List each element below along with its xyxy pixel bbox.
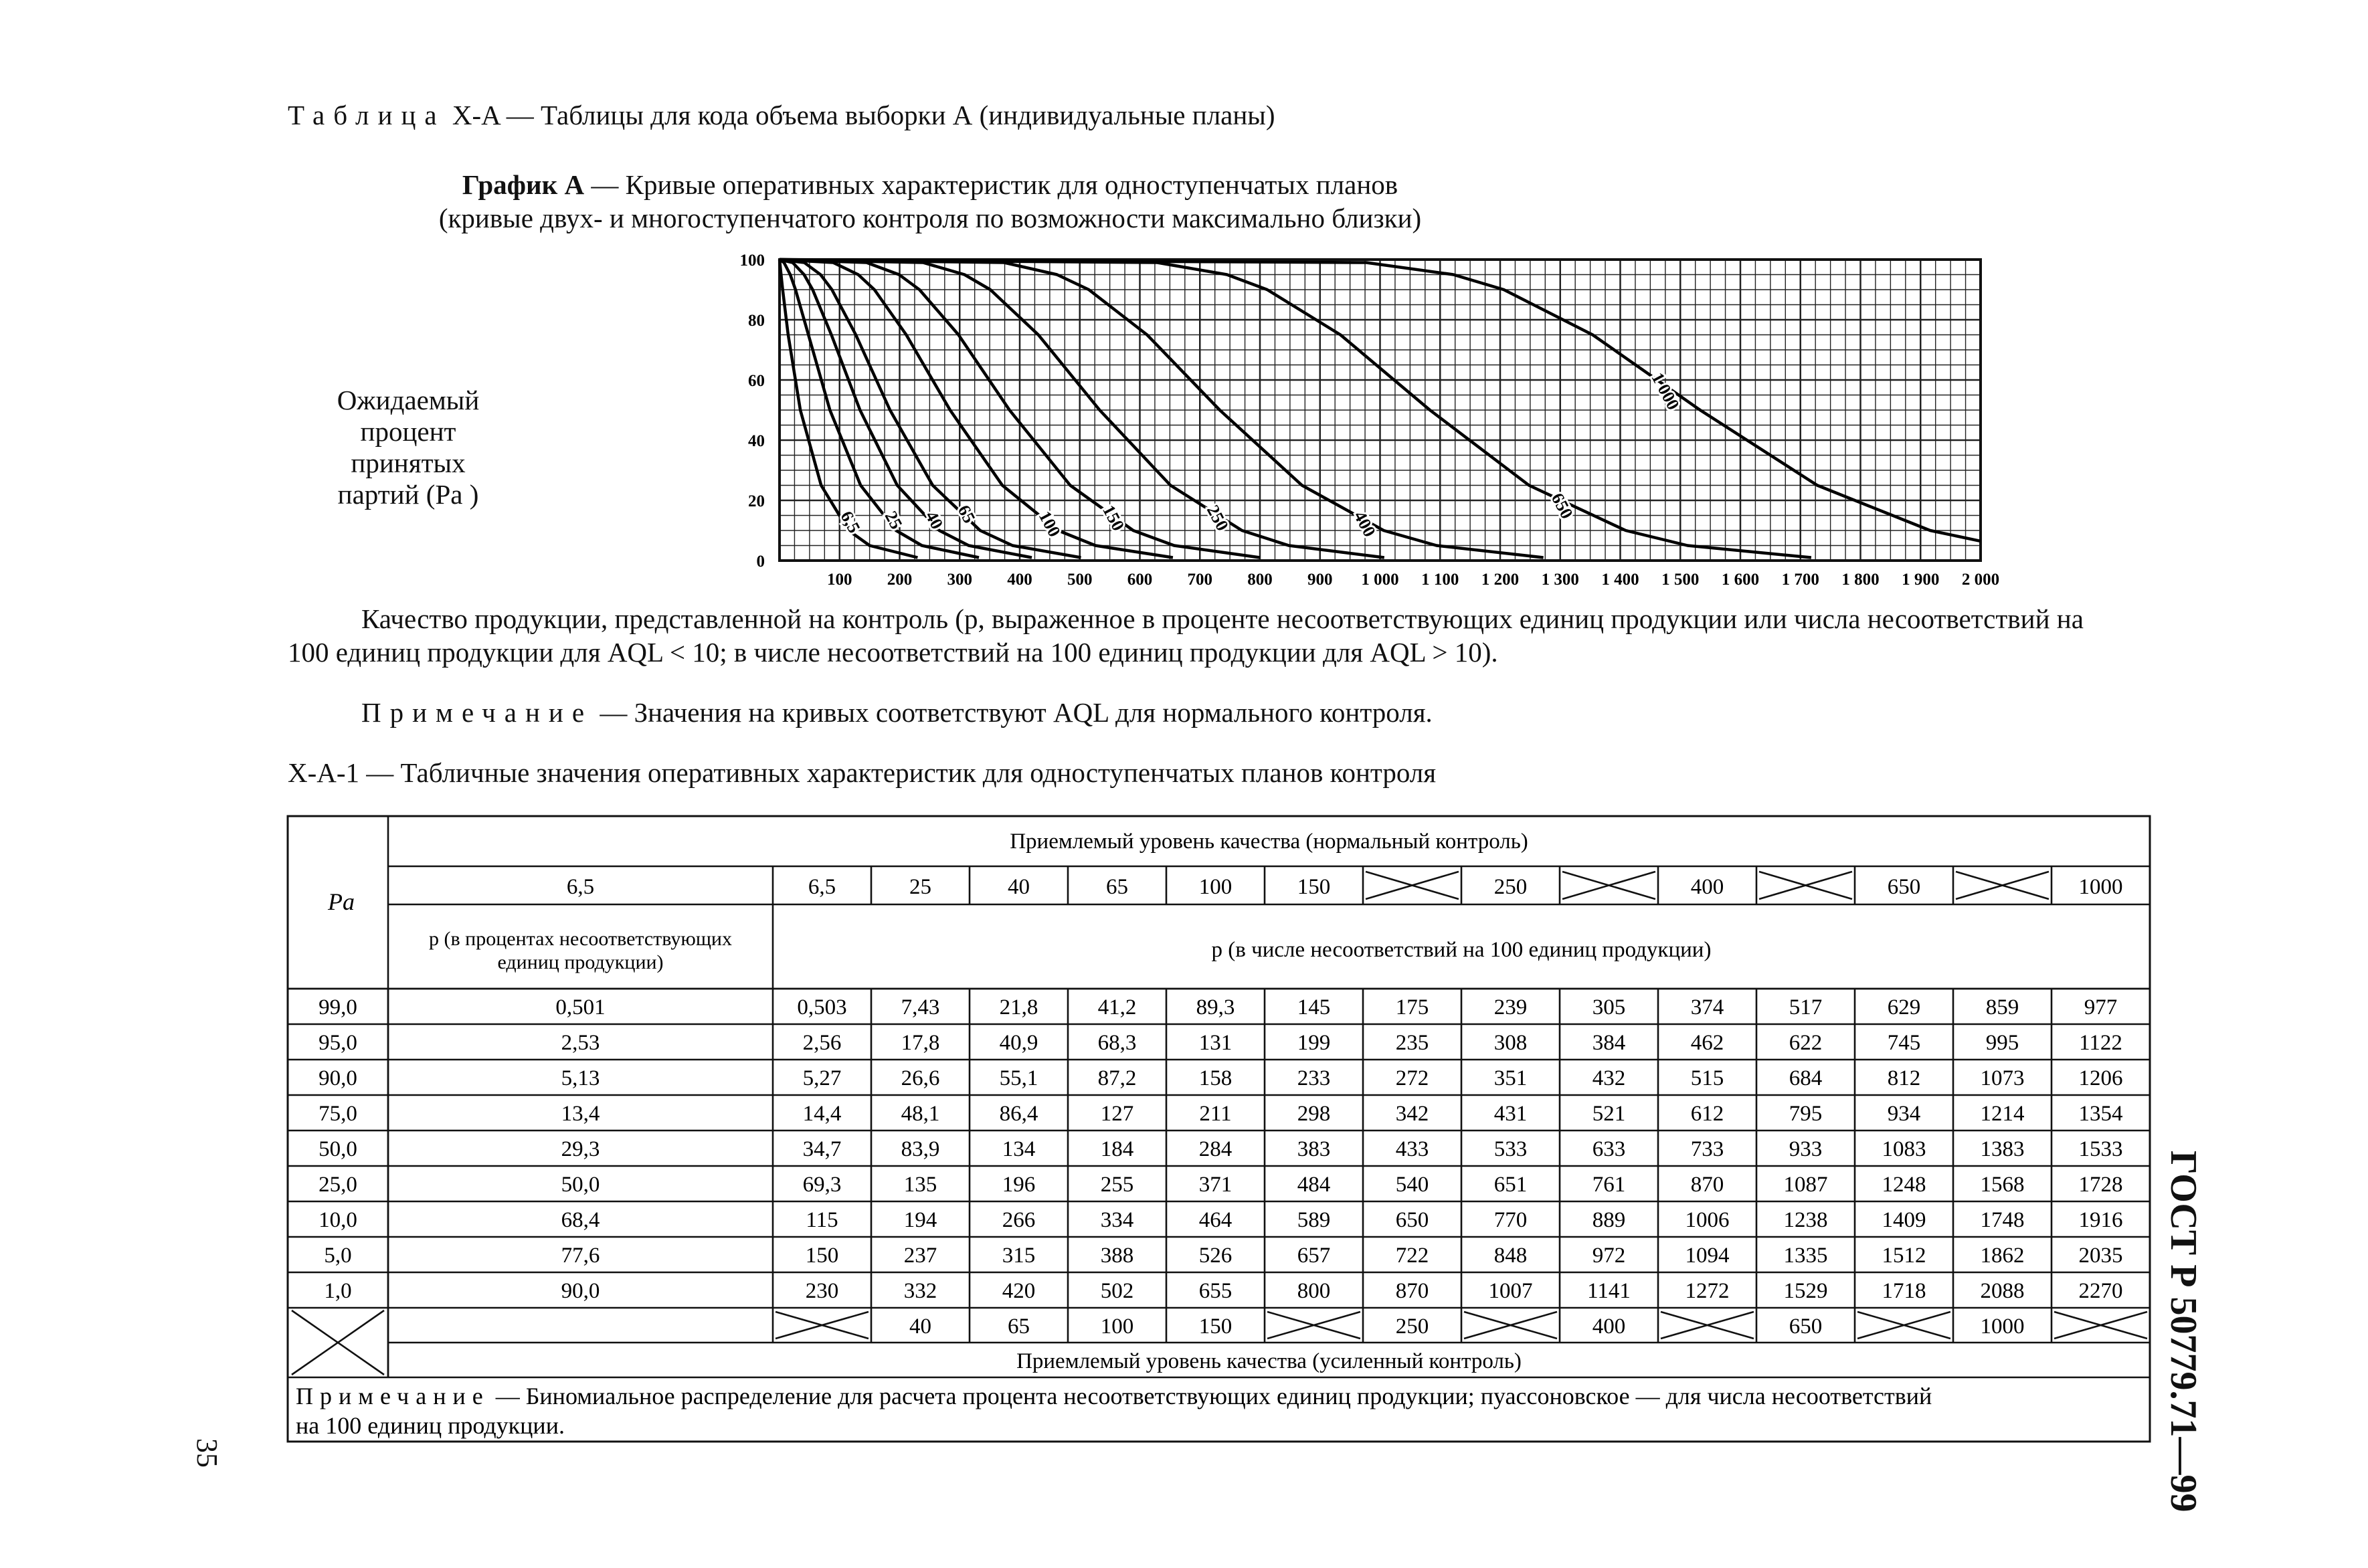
p-value: 17,8 [901,1031,940,1055]
aql-col-value: 400 [1690,875,1724,899]
pa-header: Pa [328,888,355,915]
tightened-aql-value: 100 [1100,1314,1134,1339]
y-tick-label: 80 [748,312,765,330]
curve-label: 250 [1202,502,1233,534]
p-value: 1529 [1783,1279,1828,1303]
p-value: 87,2 [1097,1066,1137,1090]
p-value: 334 [1100,1208,1134,1232]
y-tick-label: 20 [748,492,765,510]
p-value: 134 [1002,1137,1036,1161]
p-value: 150 [805,1244,839,1268]
p-value: 848 [1493,1244,1528,1268]
p-value: 194 [903,1208,937,1232]
pct-value: 0,501 [555,995,606,1019]
body-text-line-2: 100 единиц продукции для AQL < 10; в числе несоответствий на 100 единиц продукции для AQL > 10). [288,637,1498,668]
p-value: 1214 [1980,1102,2025,1126]
x-tick-label: 500 [1067,571,1093,589]
p-value: 650 [1395,1208,1429,1232]
p-value: 517 [1789,995,1823,1019]
table-note-text: — Биномиальное распределение для расчета процента несоответствующих единиц продукции; пуассоновское — для числа несоответствий [489,1383,1932,1409]
p-value: 464 [1198,1208,1233,1232]
tightened-aql-value: 250 [1395,1314,1429,1339]
tightened-header: Приемлемый уровень качества (усиленный контроль) [1016,1349,1522,1373]
aql-col-value: 1000 [2078,875,2123,899]
p-value: 722 [1395,1244,1429,1268]
chart-title-bold: График А [462,169,585,200]
p-value: 657 [1297,1244,1331,1268]
p-value: 115 [806,1208,838,1232]
cross-mark [776,1312,869,1339]
p-value: 196 [1002,1173,1036,1197]
p-value: 1073 [1980,1066,2025,1090]
p-value: 540 [1395,1173,1429,1197]
p-value: 351 [1493,1066,1528,1090]
curve-label: 25 [881,508,907,532]
p-value: 266 [1002,1208,1036,1232]
p-value: 521 [1592,1102,1626,1126]
pct-value: 90,0 [561,1279,600,1303]
p-value: 1354 [2078,1102,2123,1126]
cross-mark [2054,1312,2147,1339]
curve-label: 40 [921,508,947,532]
p-value: 5,27 [802,1066,842,1090]
p-value: 21,8 [999,995,1038,1019]
x-tick-label: 1 600 [1721,571,1760,589]
y-tick-label: 100 [739,252,765,270]
p-value: 629 [1887,995,1921,1019]
x-tick-label: 900 [1307,571,1333,589]
p-value: 211 [1199,1102,1232,1126]
table-caption-text: X-A — Таблицы для кода объема выборки А (индивидуальные планы) [445,100,1275,130]
p-value: 800 [1297,1279,1331,1303]
p-value: 230 [805,1279,839,1303]
p-value: 515 [1690,1066,1724,1090]
p-value: 1512 [1882,1244,1926,1268]
p-value: 68,3 [1097,1031,1137,1055]
pa-value: 75,0 [318,1102,357,1126]
cross-mark [1366,872,1459,899]
x-tick-label: 1 000 [1361,571,1399,589]
p-value: 502 [1100,1279,1134,1303]
p-value: 235 [1395,1031,1429,1055]
doc-code: ГОСТ Р 50779.71—99 [2163,1151,2204,1512]
note-word: Примечание [361,697,594,728]
p-value: 308 [1493,1031,1528,1055]
p-value: 0,503 [797,995,847,1019]
p-value: 239 [1493,995,1528,1019]
p-value: 55,1 [999,1066,1038,1090]
p-value: 2,56 [802,1031,842,1055]
p-value: 7,43 [901,995,940,1019]
p-value: 237 [903,1244,937,1268]
p-value: 1335 [1783,1244,1828,1268]
pct-value: 68,4 [561,1208,600,1232]
p-value: 41,2 [1097,995,1137,1019]
curve-label: 100 [1034,508,1065,541]
subtable-title: X-A-1 — Табличные значения оперативных характеристик для одноступенчатых планов контроля [288,757,1437,788]
p-value: 870 [1690,1173,1724,1197]
p-value: 1083 [1882,1137,1926,1161]
x-tick-label: 800 [1247,571,1273,589]
tightened-aql-value: 40 [909,1314,931,1339]
p-value: 384 [1592,1031,1626,1055]
x-tick-label: 700 [1187,571,1212,589]
curve-label: 400 [1350,508,1380,541]
tightened-aql-value: 650 [1789,1314,1823,1339]
p-value: 1007 [1488,1279,1533,1303]
cross-mark [1267,1312,1360,1339]
y-tick-label: 60 [748,372,765,390]
p-value: 342 [1395,1102,1429,1126]
p-value: 158 [1198,1066,1233,1090]
p-value: 934 [1887,1102,1921,1126]
p-value: 770 [1493,1208,1528,1232]
p-value: 175 [1395,995,1429,1019]
curve-label: 650 [1547,490,1577,522]
x-tick-label: 1 900 [1902,571,1940,589]
pa-value: 25,0 [318,1173,357,1197]
p-value: 1094 [1685,1244,1730,1268]
p-percent-label-1: p (в процентах несоответствующих [429,928,732,950]
p-value: 374 [1690,995,1724,1019]
x-tick-label: 1 400 [1601,571,1639,589]
cross-mark [292,1310,384,1375]
x-tick-label: 400 [1007,571,1032,589]
p-value: 1718 [1882,1279,1926,1303]
cross-mark [1464,1312,1557,1339]
p-value: 995 [1985,1031,2019,1055]
p-value: 651 [1493,1173,1528,1197]
pa-value: 90,0 [318,1066,357,1090]
p-value: 34,7 [802,1137,842,1161]
p-value: 433 [1395,1137,1429,1161]
p-value: 1206 [2078,1066,2123,1090]
cross-mark [1759,872,1852,899]
p-value: 332 [903,1279,937,1303]
cross-mark [1956,872,2049,899]
p-value: 388 [1100,1244,1134,1268]
p-value: 383 [1297,1137,1331,1161]
x-tick-label: 200 [887,571,913,589]
normal-header: Приемлемый уровень качества (нормальный контроль) [1010,829,1528,854]
pa-value: 50,0 [318,1137,357,1161]
x-tick-label: 1 100 [1421,571,1459,589]
aql-col-value: 150 [1297,875,1331,899]
p-value: 745 [1887,1031,1921,1055]
x-tick-label: 600 [1127,571,1153,589]
p-value: 462 [1690,1031,1724,1055]
p-value: 812 [1887,1066,1921,1090]
p-value: 633 [1592,1137,1626,1161]
aql-first: 6,5 [566,875,595,899]
pct-value: 2,53 [561,1031,600,1055]
pct-value: 29,3 [561,1137,600,1161]
p-value: 233 [1297,1066,1331,1090]
p-value: 1916 [2078,1208,2123,1232]
cross-mark [1857,1312,1950,1339]
aql-col-value: 6,5 [808,875,836,899]
pa-value: 95,0 [318,1031,357,1055]
p-value: 1409 [1882,1208,1926,1232]
p-value: 305 [1592,995,1626,1019]
pa-value: 5,0 [324,1244,352,1268]
p-value: 533 [1493,1137,1528,1161]
p-value: 795 [1789,1102,1823,1126]
p-value: 589 [1297,1208,1331,1232]
p-value: 371 [1198,1173,1233,1197]
p-value: 484 [1297,1173,1331,1197]
cross-mark [1661,1312,1754,1339]
p-value: 684 [1789,1066,1823,1090]
tightened-aql-value: 65 [1008,1314,1030,1339]
p-percent-label-2: единиц продукции) [497,951,664,973]
aql-col-value: 25 [909,875,931,899]
p-value: 2088 [1980,1279,2025,1303]
p-value: 48,1 [901,1102,940,1126]
p-value: 1087 [1783,1173,1828,1197]
aql-col-value: 100 [1198,875,1233,899]
p-value: 69,3 [802,1173,842,1197]
p-value: 1248 [1882,1173,1926,1197]
table-note-line-1 [296,1383,1932,1409]
x-tick-label: 1 500 [1661,571,1700,589]
p-value: 526 [1198,1244,1233,1268]
x-tick-label: 1 700 [1781,571,1819,589]
p-value: 420 [1002,1279,1036,1303]
p-value: 89,3 [1196,995,1235,1019]
p-value: 1238 [1783,1208,1828,1232]
p-value: 1122 [2079,1031,2122,1055]
p-value: 432 [1592,1066,1626,1090]
p-value: 284 [1198,1137,1233,1161]
curve-label: 1 000 [1647,369,1683,413]
tightened-aql-value: 400 [1592,1314,1626,1339]
p-number-label: p (в числе несоответствий на 100 единиц продукции) [1211,938,1712,962]
y-label-line-4: партий (Pa ) [337,479,479,510]
p-value: 761 [1592,1173,1626,1197]
pa-value: 10,0 [318,1208,357,1232]
p-value: 972 [1592,1244,1626,1268]
table-note-word: Примечание [296,1383,490,1409]
p-value: 859 [1985,995,2019,1019]
p-value: 255 [1100,1173,1134,1197]
p-value: 612 [1690,1102,1724,1126]
p-value: 272 [1395,1066,1429,1090]
pa-value: 99,0 [318,995,357,1019]
p-value: 655 [1198,1279,1233,1303]
aql-col-value: 650 [1887,875,1921,899]
tightened-aql-value: 1000 [1980,1314,2025,1339]
x-tick-label: 100 [827,571,852,589]
table-frame [288,816,2150,1442]
p-value: 1006 [1685,1208,1730,1232]
page-number: 35 [191,1438,223,1468]
p-value: 1383 [1980,1137,2025,1161]
p-value: 1568 [1980,1173,2025,1197]
p-value: 83,9 [901,1137,940,1161]
p-value: 298 [1297,1102,1331,1126]
p-value: 1272 [1685,1279,1730,1303]
table-word: Таблица [288,100,446,130]
p-value: 315 [1002,1244,1036,1268]
p-value: 131 [1198,1031,1233,1055]
aql-col-value: 65 [1106,875,1128,899]
p-value: 2035 [2078,1244,2123,1268]
table-note-line-2: на 100 единиц продукции. [296,1412,565,1439]
p-value: 1141 [1587,1279,1631,1303]
y-tick-label: 40 [748,432,765,450]
x-tick-label: 1 200 [1481,571,1520,589]
pct-value: 50,0 [561,1173,600,1197]
p-value: 86,4 [999,1102,1038,1126]
pct-value: 13,4 [561,1102,600,1126]
p-value: 26,6 [901,1066,940,1090]
tightened-aql-value: 150 [1198,1314,1233,1339]
x-tick-label: 1 300 [1541,571,1579,589]
p-value: 14,4 [802,1102,842,1126]
p-value: 622 [1789,1031,1823,1055]
body-text-line-1: Качество продукции, представленной на контроль (p, выраженное в проценте несоответствующих единиц продукции или числа несоответствий на [361,603,2084,634]
chart-title-rest: — Кривые оперативных характеристик для одноступенчатых планов [584,169,1398,200]
y-tick-label: 0 [756,553,765,571]
cross-mark [1562,872,1655,899]
p-value: 2270 [2078,1279,2123,1303]
p-value: 40,9 [999,1031,1038,1055]
y-label-line-3: принятых [351,448,466,478]
curve-label: 150 [1099,502,1128,534]
pa-value: 1,0 [324,1279,352,1303]
p-value: 184 [1100,1137,1134,1161]
p-value: 733 [1690,1137,1724,1161]
note-text: — Значения на кривых соответствуют AQL для нормального контроля. [593,697,1433,728]
x-tick-label: 2 000 [1961,571,2000,589]
curve-label: 65 [953,502,980,526]
curve-label: 6,5 [836,508,864,536]
y-label-line-2: процент [360,416,456,447]
p-value: 889 [1592,1208,1626,1232]
p-value: 1533 [2078,1137,2123,1161]
p-value: 145 [1297,995,1331,1019]
p-value: 1748 [1980,1208,2025,1232]
pct-value: 5,13 [561,1066,600,1090]
x-tick-label: 1 800 [1841,571,1880,589]
aql-col-value: 250 [1493,875,1528,899]
p-value: 135 [903,1173,937,1197]
p-value: 870 [1395,1279,1429,1303]
y-label-line-1: Ожидаемый [337,385,480,415]
p-value: 1728 [2078,1173,2123,1197]
p-value: 199 [1297,1031,1331,1055]
p-value: 1862 [1980,1244,2025,1268]
chart-subtitle: (кривые двух- и многоступенчатого контроля по возможности максимально близки) [438,203,1422,233]
p-value: 977 [2084,995,2118,1019]
p-value: 431 [1493,1102,1528,1126]
pct-value: 77,6 [561,1244,600,1268]
x-tick-label: 300 [947,571,972,589]
p-value: 127 [1100,1102,1134,1126]
aql-col-value: 40 [1008,875,1030,899]
p-value: 933 [1789,1137,1823,1161]
